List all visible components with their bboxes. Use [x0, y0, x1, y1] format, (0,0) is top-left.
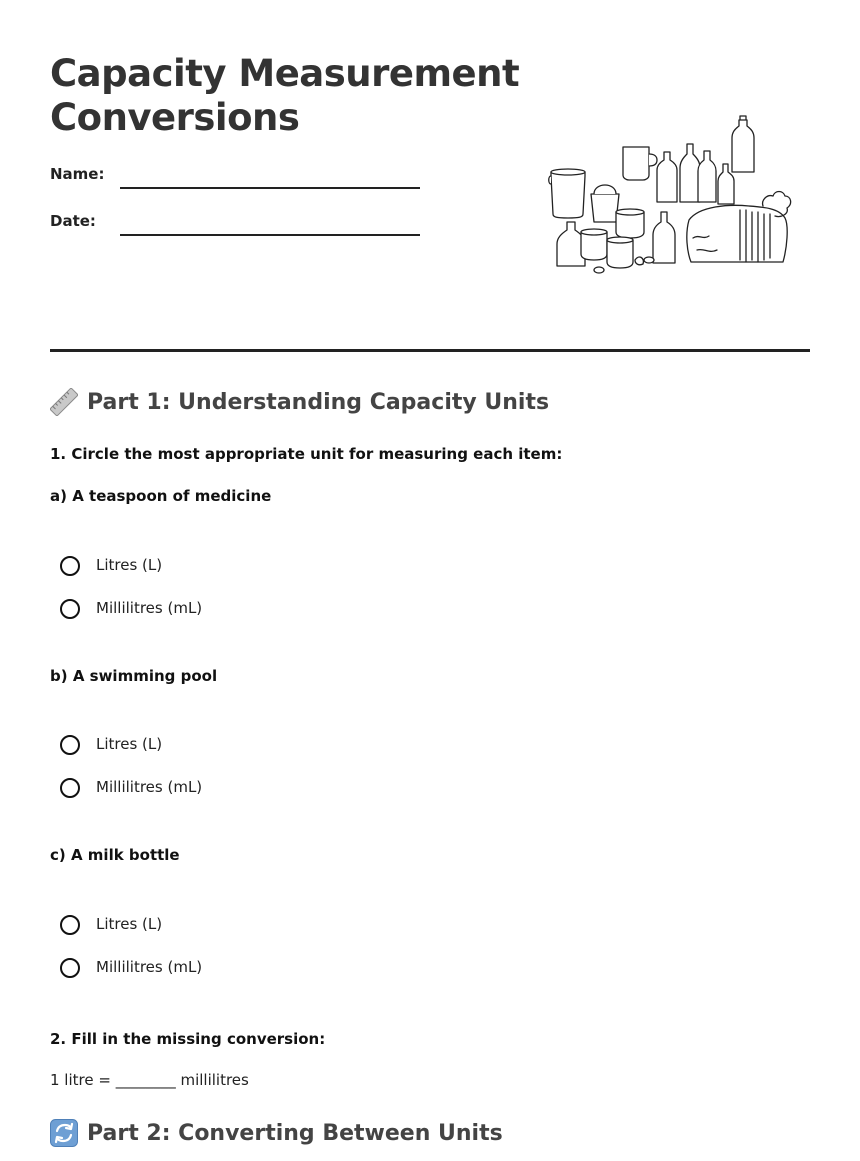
containers-illustration: [545, 110, 795, 280]
item-c-label: c) A milk bottle: [50, 846, 180, 864]
part2-heading-text: Part 2: Converting Between Units: [87, 1120, 503, 1146]
conversion-blank[interactable]: 1 litre = ________ millilitres: [50, 1071, 249, 1089]
name-label: Name:: [50, 165, 105, 183]
radio-circle[interactable]: [60, 915, 80, 935]
item-c-option-millilitres[interactable]: [60, 956, 202, 978]
option-label: Litres (L): [96, 556, 163, 574]
part1-heading: [50, 388, 549, 416]
worksheet-title: [50, 52, 519, 140]
part1-heading-text: Part 1: Understanding Capacity Units: [87, 389, 550, 415]
title-line-2: Conversions: [50, 96, 300, 139]
item-b-label: b) A swimming pool: [50, 667, 218, 685]
item-a-label: a) A teaspoon of medicine: [50, 487, 272, 505]
radio-circle[interactable]: [60, 599, 80, 619]
option-label: Millilitres (mL): [96, 958, 203, 976]
option-label: Millilitres (mL): [96, 778, 203, 796]
item-a-option-litres[interactable]: [60, 554, 162, 576]
date-line[interactable]: [120, 234, 420, 236]
option-label: Litres (L): [96, 735, 163, 753]
section-divider: [50, 349, 810, 352]
radio-circle[interactable]: [60, 778, 80, 798]
ruler-icon: [50, 388, 78, 416]
part2-heading: [50, 1119, 503, 1147]
title-line-1: Capacity Measurement: [50, 52, 520, 95]
question-1: 1. Circle the most appropriate unit for measuring each item:: [50, 445, 563, 463]
option-label: Litres (L): [96, 915, 163, 933]
radio-circle[interactable]: [60, 735, 80, 755]
radio-circle[interactable]: [60, 958, 80, 978]
name-line[interactable]: [120, 187, 420, 189]
item-b-option-millilitres[interactable]: [60, 776, 202, 798]
radio-circle[interactable]: [60, 556, 80, 576]
repeat-icon: [50, 1119, 78, 1147]
option-label: Millilitres (mL): [96, 599, 203, 617]
item-a-option-millilitres[interactable]: [60, 597, 202, 619]
question-2: 2. Fill in the missing conversion:: [50, 1030, 326, 1048]
item-b-option-litres[interactable]: [60, 733, 162, 755]
item-c-option-litres[interactable]: [60, 913, 162, 935]
date-label: Date:: [50, 212, 96, 230]
